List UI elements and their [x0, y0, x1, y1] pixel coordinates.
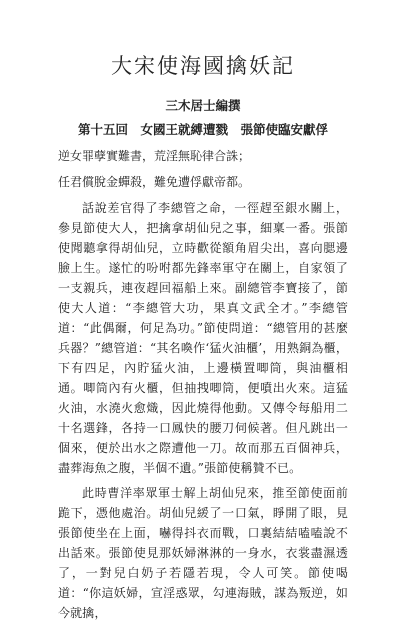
- body-paragraph: 話說差官得了李總管之命，一徑趕至銀水關上，參見節使大人，把擒拿胡仙兒之事，細稟一番。張節使聞聽拿得胡仙兒，立時歡從額角眉尖出，喜向腮邊臉上生。遂忙的吩咐都先鋒率軍守在關上，自家領了一支親兵，連夜趕回福船上來。副總管李寶接了，節使大人道：“李總管大功，果真文武全才。”李總管道：“此偶爾，何足為功。”節使問道：“總管用的甚麼兵器？”總管道：“其名喚作‘猛火油櫃’，用熟銅為櫃，下有四足，內貯猛火油，上邊橫置唧筒，與油櫃相通。唧筒內有火櫃，但抽拽唧筒，便噴出火來。這猛火油，水澆火愈熾，因此燒得他動。又傳令每船用二十名選鋒，各持一口鳳快的腰刀伺候著。但凡跳出一個來，便於出水之際遭他一刀。故而那五百個神兵，盡葬海魚之腹，半個不遺。”張節使稱贊不已。: [58, 201, 348, 475]
- chapter-heading: 第十五回 女國王就縛遭戮 張節使臨安獻俘: [77, 122, 328, 137]
- author-line: 三木居士編撰: [165, 98, 241, 113]
- body-paragraph: 此時曹洋率眾軍士解上胡仙兒來，推至節使面前跪下，憑他處治。胡仙兒緩了一口氣，睜開了眼，見張節使坐在上面，嚇得抖衣而戰，口裏結結嗑嗑說不出話來。張節使見那妖婦淋淋的一身水，衣裳盡濕透了，一對兒白奶子若隱若現，令人可笑。節使喝道：“你這妖婦，宣淫惑眾，勾連海賊，謀為叛逆，如今就擒，: [58, 486, 348, 620]
- verse-line: 逆女罪孽實難書，荒淫無恥律合誅；: [58, 149, 251, 163]
- verse-line: 任君償脫金蟬殺，難免遭俘獻帝都。: [58, 175, 251, 189]
- document-title: 大宋使海國擒妖記: [111, 54, 295, 78]
